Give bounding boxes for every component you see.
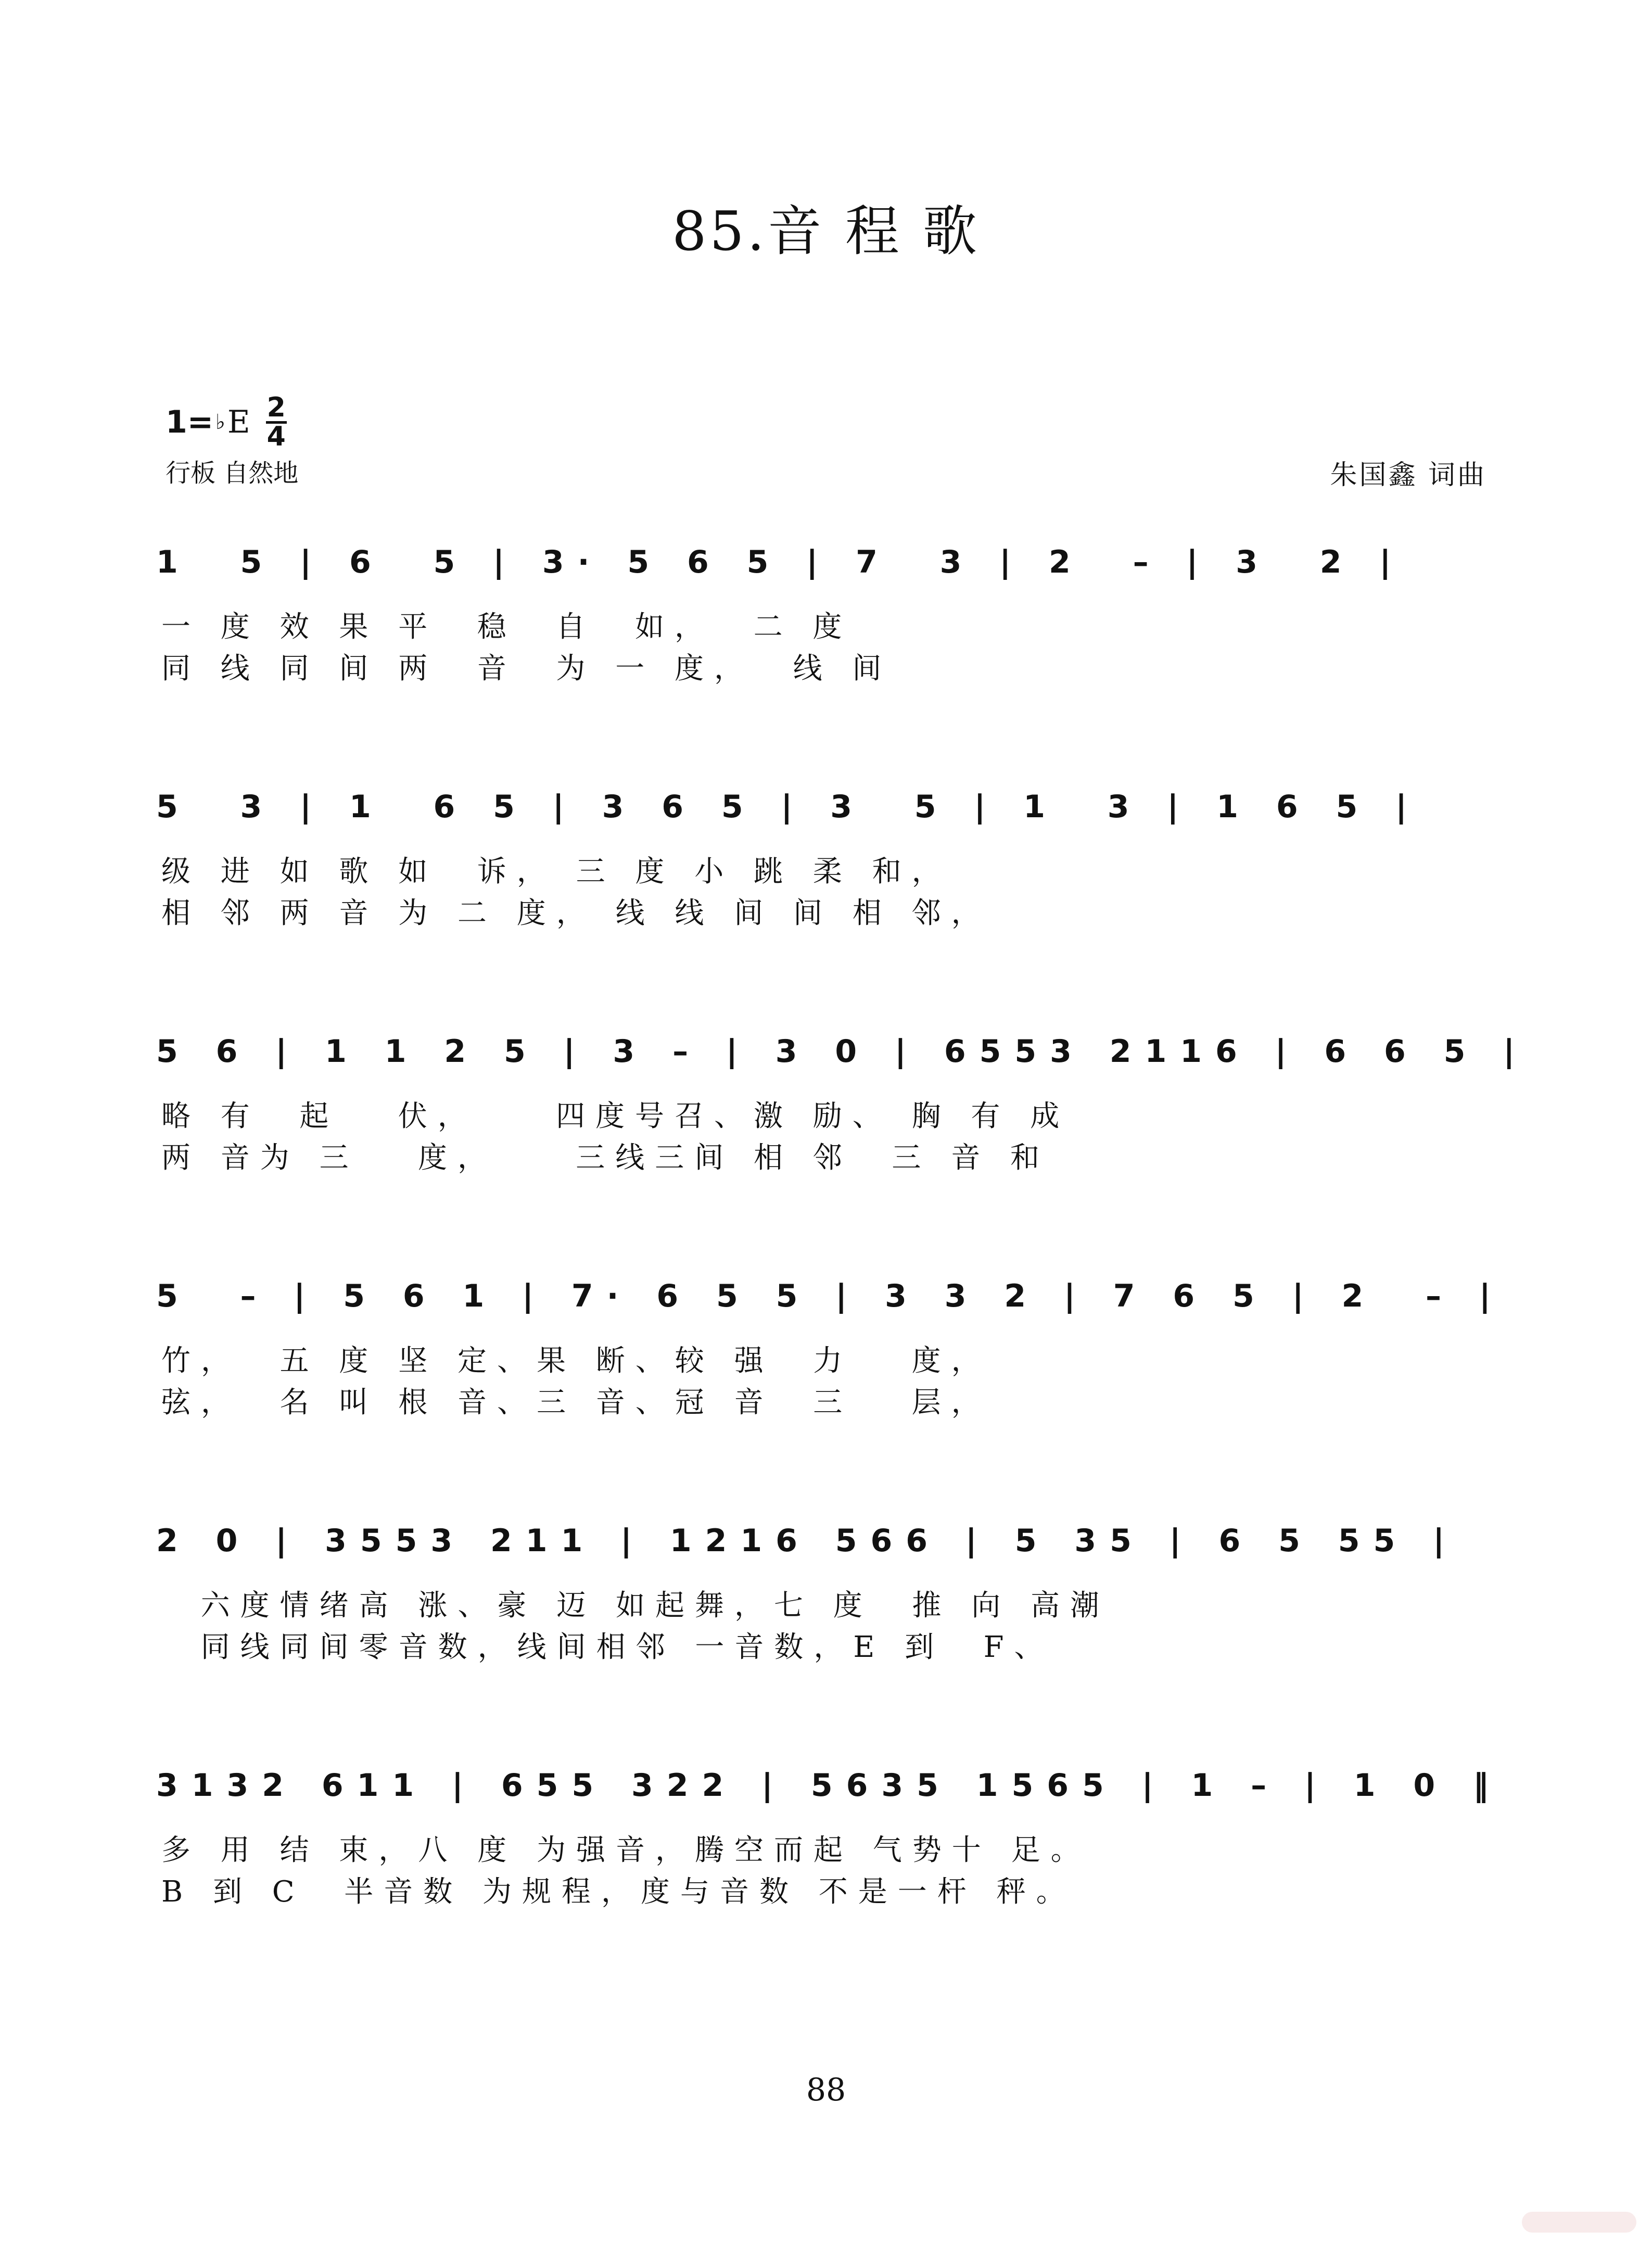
page-number: 88 [806,2072,846,2108]
meter-bottom: 4 [266,421,286,452]
time-signature [266,392,287,452]
lyric-verse-1: 一 度 效 果 平 稳 自 如， 二 度 [161,610,853,644]
lyric-verse-1: 多 用 结 束，八 度 为强音，腾空而起 气势十 足。 [161,1833,1090,1867]
notation-line: 1 5 | 6 5 | 3· 5 6 5 | 7 3 | 2 – | 3 2 | [156,544,1405,580]
key-signature [166,392,287,452]
notation-line: 3132 611 | 655 322 | 5635 1565 | 1 – | 1 0 ‖ [156,1767,1503,1804]
notation-line: 5 6 | 1 1 2 5 | 3 – | 3 0 | 6553 2116 | 6 6 5 | [156,1033,1529,1070]
lyric-verse-2: 同 线 同 间 两 音 为 一 度， 线 间 [161,652,892,686]
lyric-verse-2: 相 邻 两 音 为 二 度， 线 线 间 间 相 邻， [161,896,991,930]
lyric-verse-1: 级 进 如 歌 如 诉， 三 度 小 跳 柔 和， [161,855,951,889]
lyric-verse-2: 同线同间零音数，线间相邻 一音数，E 到 F、 [161,1630,1054,1664]
flat-sign: ♭ [215,410,225,435]
notation-line: 5 3 | 1 6 5 | 3 6 5 | 3 5 | 1 3 | 1 6 5 | [156,789,1421,825]
lyric-verse-2: B 到 C 半音数 为规程，度与音数 不是一杆 秤。 [161,1875,1076,1909]
watermark-logo [1522,2212,1636,2233]
lyric-verse-1: 六度情绪高 涨、豪 迈 如起舞，七 度 推 向 高潮 [161,1589,1110,1623]
notation-line: 2 0 | 3553 211 | 1216 566 | 5 35 | 6 5 55 | [156,1523,1458,1559]
meter-top: 2 [266,392,286,423]
tempo-marking: 行板 自然地 [166,459,299,488]
lyric-verse-2: 弦， 名 叫 根 音、三 音、冠 音 三 层， [161,1386,991,1420]
composer-credit: 朱国鑫 词曲 [1330,460,1486,491]
lyric-verse-1: 竹， 五 度 坚 定、果 断、较 强 力 度， [161,1344,991,1378]
key-prefix: 1= [166,404,214,441]
lyric-verse-2: 两 音为 三 度， 三线三间 相 邻 三 音 和 [161,1141,1050,1175]
page-title: 85.音 程 歌 [672,199,980,263]
key-letter: E [227,404,250,441]
lyric-verse-1: 略 有 起 伏， 四度号召、激 励、 胸 有 成 [161,1099,1070,1133]
notation-line: 5 – | 5 6 1 | 7· 6 5 5 | 3 3 2 | 7 6 5 | 2 – | [156,1278,1504,1314]
